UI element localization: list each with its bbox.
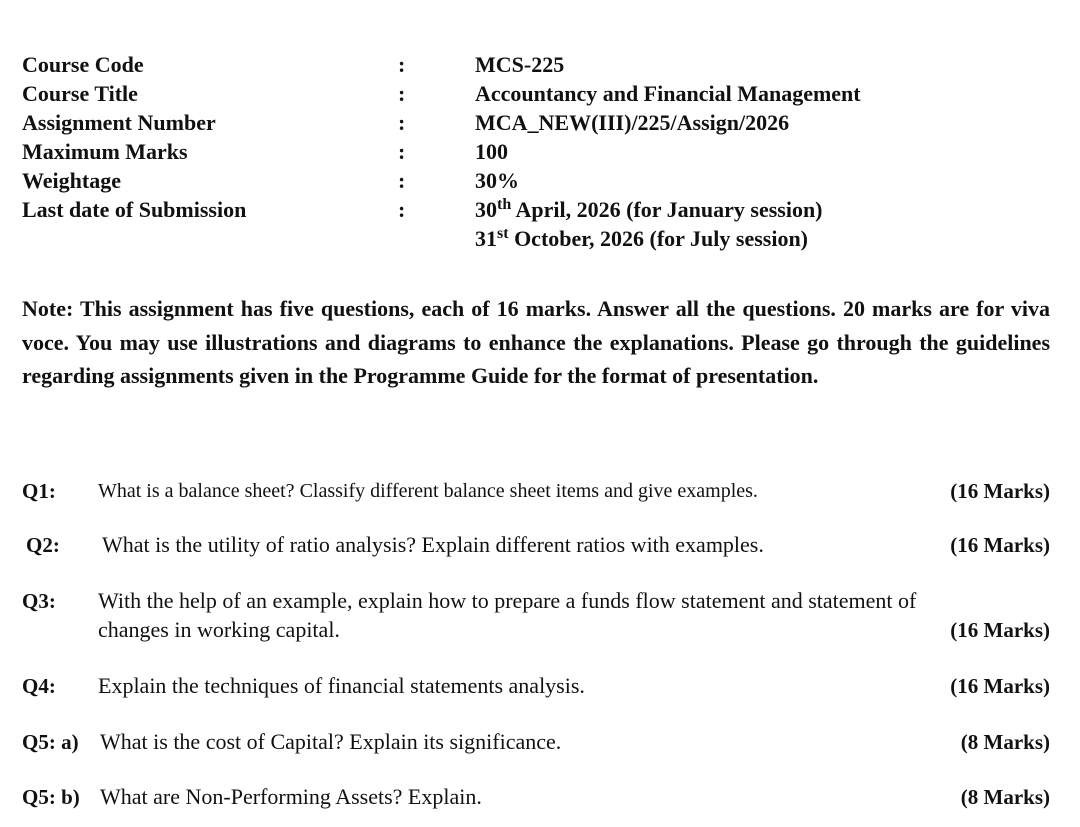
question-marks: (16 Marks) — [950, 674, 1050, 698]
question-number: Q5: a) — [22, 730, 79, 754]
assignment-number-label: Assignment Number — [22, 110, 216, 135]
question-marks: (16 Marks) — [950, 479, 1050, 503]
maximum-marks-colon: : — [398, 139, 406, 164]
assignment-note: Note: This assignment has five questions, each of 16 marks. Answer all the questions. 20 marks are for viva voce. You may use illustrations and diagrams to enhance the explanations. Please go through the guidelines regarding assignments given in the Programme Guide for the format of presentation. — [22, 296, 1050, 388]
submission-date-label: Last date of Submission — [22, 197, 247, 222]
january-rest: April, 2026 (for January session) — [511, 197, 823, 222]
assignment-number-colon: : — [398, 110, 406, 135]
january-day-suffix: th — [497, 196, 512, 213]
course-code-value: MCS-225 — [475, 52, 565, 77]
question-number: Q1: — [22, 479, 56, 503]
maximum-marks-value: 100 — [475, 139, 508, 164]
submission-date-colon: : — [398, 197, 406, 222]
question-number: Q2: — [26, 533, 60, 557]
question-text: What is the utility of ratio analysis? Explain different ratios with examples. — [102, 532, 764, 557]
course-title-value: Accountancy and Financial Management — [475, 81, 861, 106]
question-marks: (16 Marks) — [950, 618, 1050, 642]
question-marks: (8 Marks) — [960, 730, 1050, 754]
submission-date-january — [475, 195, 823, 224]
july-day-suffix: st — [497, 225, 509, 242]
question-marks: (8 Marks) — [960, 785, 1050, 809]
question-number: Q4: — [22, 674, 56, 698]
weightage-value: 30% — [475, 168, 519, 193]
july-rest: October, 2026 (for July session) — [508, 226, 809, 251]
question-text-line-1: With the help of an example, explain how to prepare a funds flow statement and statement of — [98, 588, 917, 613]
weightage-label: Weightage — [22, 168, 121, 193]
question-text: Explain the techniques of financial statements analysis. — [98, 673, 585, 698]
question-text: What is the cost of Capital? Explain its significance. — [100, 729, 562, 754]
question-number: Q3: — [22, 589, 56, 613]
question-marks: (16 Marks) — [950, 533, 1050, 557]
maximum-marks-label: Maximum Marks — [22, 139, 188, 164]
course-code-label: Course Code — [22, 52, 144, 77]
course-title-label: Course Title — [22, 81, 138, 106]
question-text: What are Non-Performing Assets? Explain. — [100, 784, 482, 809]
course-title-colon: : — [398, 81, 406, 106]
weightage-colon: : — [398, 168, 406, 193]
course-code-colon: : — [398, 52, 406, 77]
assignment-number-value: MCA_NEW(III)/225/Assign/2026 — [475, 110, 790, 135]
july-day: 31 — [475, 226, 497, 251]
question-text: What is a balance sheet? Classify different balance sheet items and give examples. — [98, 480, 758, 502]
question-number: Q5: b) — [22, 785, 80, 809]
submission-date-july — [475, 224, 808, 253]
january-day: 30 — [475, 197, 497, 222]
question-text-line-2: changes in working capital. — [98, 617, 340, 642]
